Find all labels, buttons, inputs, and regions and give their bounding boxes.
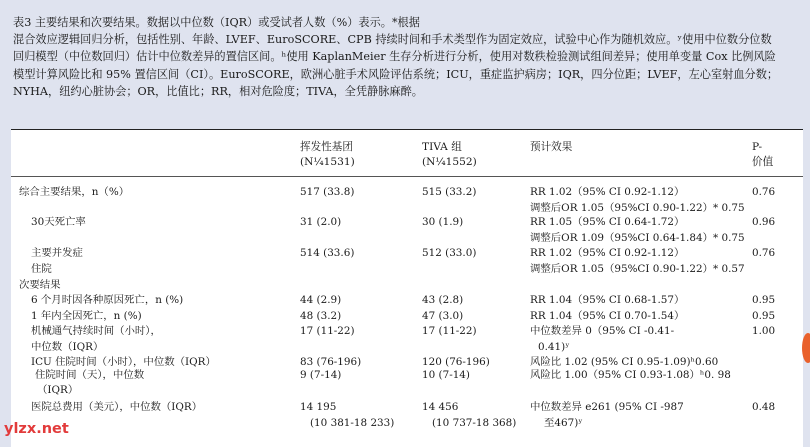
cell-p: 0.76	[752, 247, 776, 259]
cell-tiva-range: (10 737-18 368)	[432, 417, 517, 429]
table-caption	[0, 0, 810, 100]
cell-effect-adjusted: 调整后OR 1.05（95%CI 0.90-1.22）* 0.75	[530, 202, 745, 214]
caption-line: 表3 主要结果和次要结果。数据以中位数（IQR）或受试者人数（%）表示。*根据	[13, 16, 420, 29]
cell-p: 0.95	[752, 310, 776, 322]
cell-volatile: 514 (33.6)	[300, 247, 355, 259]
row-label: 综合主要结果，n（%）	[19, 186, 130, 198]
row-label: 主要并发症	[31, 247, 83, 259]
cell-effect: RR 1.02（95% CI 0.92-1.12）	[530, 186, 685, 198]
row-label-2: 住院	[31, 263, 52, 275]
cell-p: 0.96	[752, 216, 776, 228]
col-header-p: P-	[752, 141, 763, 153]
col-header-tiva: TIVA 组	[422, 141, 462, 153]
caption-line: 回归模型（中位数回归）估计中位数差异的置信区间。ʰ使用 KaplanMeier 生存分析进行分析，使用对数秩检验测试组间差异；使用单变量 Cox 比例风险	[13, 50, 776, 64]
cell-effect: 风险比 1.02 (95% CI 0.95-1.09)ʰ0.60	[530, 356, 719, 368]
cell-tiva: 10 (7-14)	[422, 369, 470, 381]
cell-effect: 中位数差异 0（95% CI -0.41-	[530, 325, 675, 337]
cell-p: 0.95	[752, 294, 776, 306]
cell-p: 0.76	[752, 186, 776, 198]
cell-tiva: 43 (2.8)	[422, 294, 464, 306]
caption-line: 模型计算风险比和 95% 置信区间（CI）。EuroSCORE，欧洲心脏手术风险评估系统；ICU，重症监护病房；IQR，四分位距；LVEF，左心室射血分数；	[13, 67, 779, 81]
cell-effect: RR 1.02（95% CI 0.92-1.12）	[530, 247, 685, 259]
cell-volatile-range: (10 381-18 233)	[310, 417, 395, 429]
cell-tiva: 120 (76-196)	[422, 356, 490, 368]
cell-effect: RR 1.04（95% CI 0.68-1.57）	[530, 294, 685, 306]
col-header-effect: 预计效果	[530, 141, 573, 153]
cell-effect-2: 至467)ʸ	[544, 417, 583, 429]
cell-effect: 中位数差异 e261 (95% CI -987	[530, 401, 684, 413]
results-table	[11, 129, 803, 447]
cell-volatile: 14 195	[300, 401, 337, 413]
cell-tiva: 512 (33.0)	[422, 247, 477, 259]
row-label-2: （IQR）	[37, 384, 79, 396]
cell-effect-adjusted: 调整后OR 1.09（95%CI 0.64-1.84）* 0.75	[530, 232, 745, 244]
cell-volatile: 48 (3.2)	[300, 310, 342, 322]
cell-effect-adjusted: 调整后OR 1.05（95%CI 0.90-1.22）* 0.57	[530, 263, 745, 275]
caption-line: 混合效应逻辑回归分析，包括性别、年龄、LVEF、EuroSCORE、CPB 持续时间和手术类型作为固定效应，试验中心作为随机效应。ʸ使用中位数分位数	[13, 33, 772, 47]
col-header-p-2: 价值	[752, 156, 774, 168]
col-header-volatile-n: (N¼1531)	[300, 156, 355, 168]
cell-effect: RR 1.04（95% CI 0.70-1.54）	[530, 310, 685, 322]
col-header-volatile: 挥发性基团	[300, 141, 353, 153]
row-label: 30天死亡率	[31, 216, 86, 228]
cell-tiva: 47 (3.0)	[422, 310, 464, 322]
row-label: 住院时间（天），中位数	[35, 369, 145, 381]
cell-p: 1.00	[752, 325, 776, 337]
cell-p: 0.48	[752, 401, 776, 413]
cell-volatile: 17 (11-22)	[300, 325, 355, 337]
cell-volatile: 517 (33.8)	[300, 186, 355, 198]
cell-effect-2: 0.41)ʸ	[538, 341, 570, 353]
cell-volatile: 44 (2.9)	[300, 294, 342, 306]
cell-tiva: 17 (11-22)	[422, 325, 477, 337]
row-label-2: 中位数（IQR）	[31, 341, 104, 353]
section-heading: 次要结果	[19, 279, 61, 291]
cell-tiva: 515 (33.2)	[422, 186, 477, 198]
cell-volatile: 83 (76-196)	[300, 356, 362, 368]
header-rule	[11, 176, 803, 177]
col-header-tiva-n: (N¼1552)	[422, 156, 477, 168]
row-label: ICU 住院时间（小时），中位数（IQR）	[31, 356, 216, 368]
cell-effect: RR 1.05（95% CI 0.64-1.72）	[530, 216, 685, 228]
decorative-mark-icon	[802, 333, 810, 363]
row-label: 1 年内全因死亡，n (%)	[31, 310, 142, 322]
cell-volatile: 31 (2.0)	[300, 216, 342, 228]
row-label: 医院总费用（美元），中位数（IQR）	[31, 401, 203, 413]
cell-tiva: 30 (1.9)	[422, 216, 464, 228]
caption-line: NYHA，纽约心脏协会；OR，比值比；RR，相对危险度；TIVA，全凭静脉麻醉。	[13, 84, 423, 98]
cell-volatile: 9 (7-14)	[300, 369, 342, 381]
cell-tiva: 14 456	[422, 401, 459, 413]
row-label: 机械通气持续时间（小时），	[31, 325, 161, 337]
watermark: ylzx.net	[4, 421, 69, 437]
row-label: 6 个月时因各种原因死亡，n (%)	[31, 294, 184, 306]
cell-effect: 风险比 1.00（95% CI 0.93-1.08）ʰ0. 98	[530, 369, 731, 381]
